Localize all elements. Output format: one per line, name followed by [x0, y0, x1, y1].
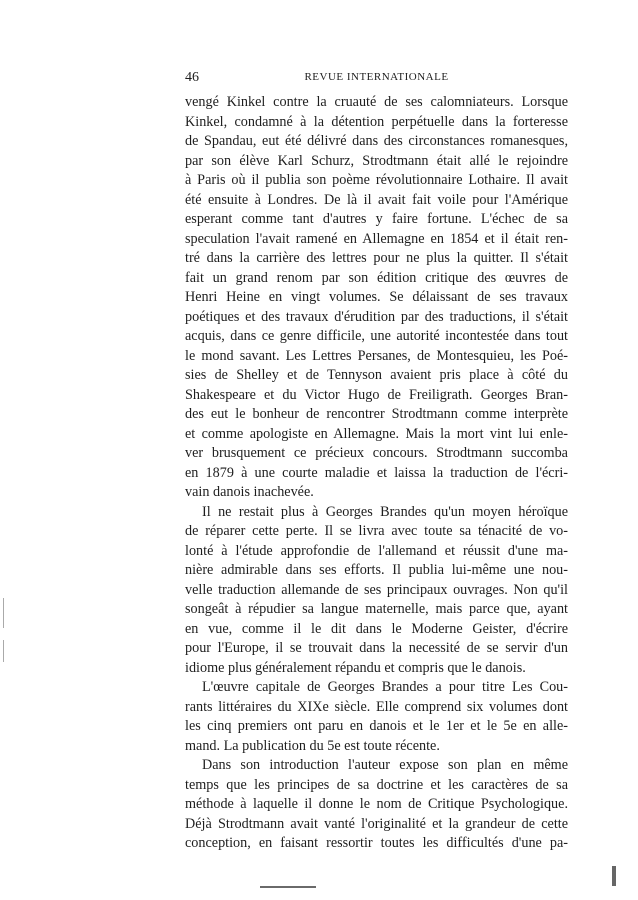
text-line: lonté à l'étude approfondie de l'allemand et réussit d'une ma- [185, 542, 568, 559]
page-header [185, 70, 568, 90]
text-line: méthode à laquelle il donne le nom de Critique Psychologique. [185, 796, 568, 812]
text-line: sies de Shelley et de Tennyson avaient pris place à côté du [185, 367, 568, 383]
text-line: par son élève Karl Schurz, Strodtmann était allé le rejoindre [185, 152, 568, 169]
text-line: été ensuite à Londres. De là il avait fait voile pour l'Amérique [185, 191, 568, 208]
corner-mark [612, 866, 616, 886]
text-line: ver brusquement ce précieux concours. Strodtmann succomba [185, 445, 568, 461]
text-line: speculation l'avait ramené en Allemagne en 1854 et il était ren- [185, 230, 568, 247]
text-line: L'œuvre capitale de Georges Brandes a pour titre Les Cou- [202, 679, 568, 695]
text-line: esperant comme tant d'autres y faire fortune. L'échec de sa [185, 211, 568, 227]
text-line: en 1879 à une courte maladie et laissa la traduction de l'écri- [185, 464, 568, 481]
text-line: rants littéraires du XIXe siècle. Elle comprend six volumes dont [185, 698, 568, 715]
text-line: nière admirable dans ses efforts. Il publia lui-même une nou- [185, 562, 568, 578]
text-line: et comme apologiste en Allemagne. Mais la mort vint lui enle- [185, 425, 568, 442]
running-title: REVUE INTERNATIONALE [304, 71, 449, 83]
text-line: en vue, comme il le dit dans le Moderne Geister, d'écrire [185, 620, 568, 637]
text-line: poétiques et des travaux d'érudition par des traductions, il s'était [185, 308, 568, 325]
text-line: des eut le bonheur de rencontrer Strodtmann comme interprète [185, 406, 568, 422]
text-line: Shakespeare et du Victor Hugo de Freiligrath. Georges Bran- [185, 386, 568, 403]
text-line: à Paris où il publia son poème révolutionnaire Lothaire. Il avait [185, 172, 568, 188]
left-edge-mark [3, 598, 4, 628]
text-line: vain danois inachevée. [185, 484, 314, 500]
text-line: Déjà Strodtmann avait vanté l'originalité et la grandeur de cette [185, 815, 568, 832]
text-line: velle traduction allemande de ses principaux ouvrages. Non qu'il [185, 581, 568, 598]
text-line: tré dans la carrière des lettres pour ne plus la quitter. Il s'était [185, 250, 568, 266]
text-line: de réparer cette perte. Il se livra avec toute sa ténacité de vo- [185, 523, 568, 539]
text-line: Kinkel, condamné à la détention perpétuelle dans la forteresse [185, 113, 568, 130]
text-line: vengé Kinkel contre la cruauté de ses calomniateurs. Lorsque [185, 94, 568, 110]
text-line: mand. La publication du 5e est toute récente. [185, 737, 440, 754]
text-line: acquis, dans ce genre difficile, une autorité incontestée dans tout [185, 328, 568, 344]
text-line: temps que les principes de sa doctrine et les caractères de sa [185, 776, 568, 793]
bottom-rule [260, 886, 316, 888]
body-text [185, 93, 568, 854]
text-line: Dans son introduction l'auteur expose son plan en même [202, 757, 568, 773]
text-line: Il ne restait plus à Georges Brandes qu'un moyen héroïque [202, 503, 568, 520]
text-line: conception, en faisant ressortir toutes les difficultés d'une pa- [185, 835, 568, 851]
text-line: le mond savant. Les Lettres Persanes, de Montesquieu, les Poé- [185, 347, 568, 364]
text-line: Henri Heine en vingt volumes. Se délaissant de ses travaux [185, 289, 568, 305]
text-line: idiome plus généralement répandu et compris que le danois. [185, 659, 526, 676]
text-line: fait un grand renom par son édition critique des œuvres de [185, 269, 568, 286]
text-line: les cinq premiers ont paru en danois et le 1er et le 5e en alle- [185, 718, 568, 734]
text-line: de Spandau, eut été délivré dans des circonstances romanesques, [185, 133, 568, 149]
text-line: pour l'Europe, il se trouvait dans la necessité de se servir d'un [185, 640, 568, 656]
left-edge-mark [3, 640, 4, 662]
page-number: 46 [185, 70, 199, 85]
text-line: songeât à répudier sa langue maternelle, mais parce que, ayant [185, 601, 568, 617]
